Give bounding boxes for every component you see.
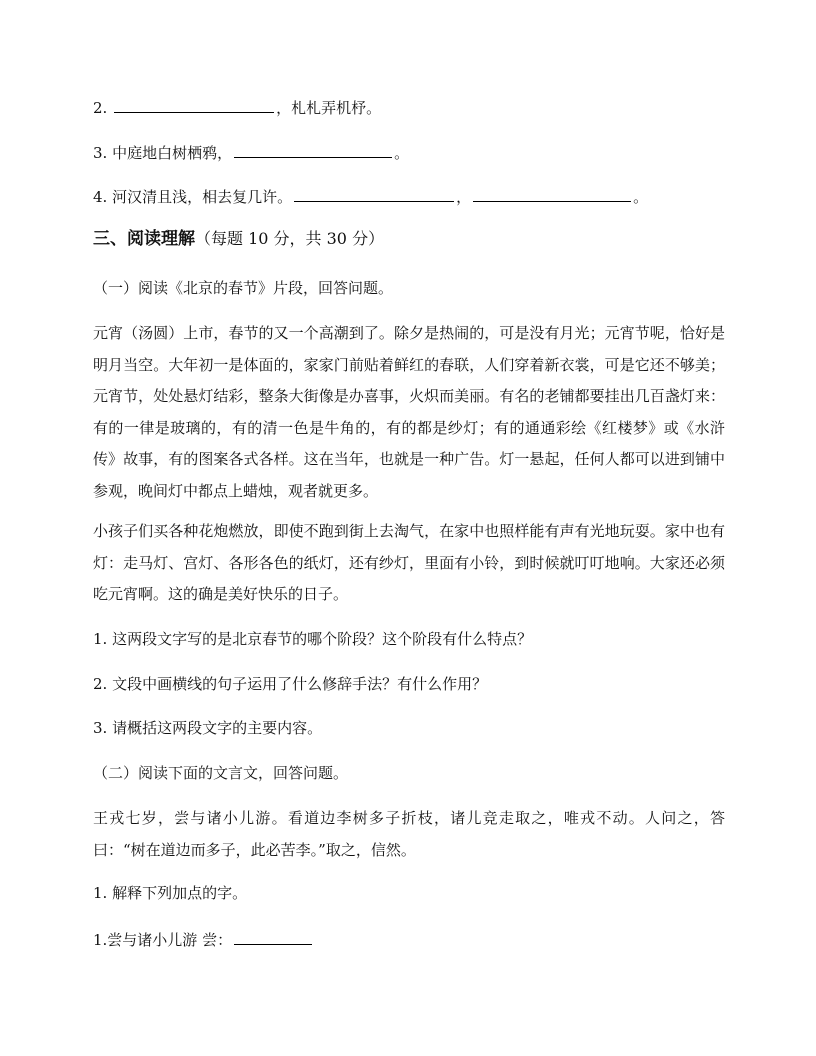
part-2-intro: （二）阅读下面的文言文，回答问题。 (93, 764, 349, 782)
passage-paragraph-2: 小孩子们买各种花炮燃放，即使不跑到街上去淘气，在家中也照样能有声有光地玩耍。家中也有灯：走马灯、宫灯、各形各色的纸灯，还有纱灯，里面有小铃，到时候就叮叮地响。大家还必须吃元宵啊。这的确是美好快乐的日子。 (93, 522, 725, 603)
classical-question-1: 1. 解释下列加点的字。 (93, 884, 248, 902)
item-text: 1.尝与诸小儿游 尝： (93, 931, 233, 949)
answer-blank[interactable] (234, 141, 392, 158)
reading-question-2: 2. 文段中画横线的句子运用了什么修辞手法？有什么作用？ (93, 675, 488, 693)
question-2-text: ，札札弄机杼。 (276, 99, 382, 117)
question-4-text: 4. 河汉清且浅，相去复几许。 (93, 188, 293, 206)
classical-passage: 王戎七岁，尝与诸小儿游。看道边李树多子折枝，诸儿竞走取之，唯戎不动。人问之，答曰：“树在道边而多子，此必苦李。”取之，信然。 (93, 809, 725, 859)
question-4-separator: ， (456, 188, 472, 206)
answer-blank[interactable] (114, 96, 274, 113)
section-heading (93, 229, 384, 249)
answer-blank[interactable] (294, 185, 454, 202)
question-2-number: 2. (93, 99, 108, 117)
answer-blank[interactable] (473, 185, 631, 202)
reading-question-3: 3. 请概括这两段文字的主要内容。 (93, 719, 323, 737)
part-1-intro: （一）阅读《北京的春节》片段，回答问题。 (93, 279, 394, 297)
fill-in-question-3 (93, 141, 409, 163)
passage-paragraph-1: 元宵（汤圆）上市，春节的又一个高潮到了。除夕是热闹的，可是没有月光；元宵节呢，恰好是明月当空。大年初一是体面的，家家门前贴着鲜红的春联，人们穿着新衣裳，可是它还不够美；元宵节，处处悬灯结彩，整条大街像是办喜事，火炽而美丽。有名的老铺都要挂出几百盏灯来：有的一律是玻璃的，有的清一色是牛角的，有的都是纱灯；有的通通彩绘《红楼梦》或《水浒传》故事，有的图案各式各样。这在当年，也就是一种广告。灯一悬起，任何人都可以进到铺中参观，晚间灯中都点上蜡烛，观者就更多。 (93, 324, 725, 500)
section-scoring-note: （每题 10 分，共 30 分） (195, 229, 385, 248)
answer-blank[interactable] (234, 928, 312, 945)
fill-in-question-2 (93, 96, 381, 118)
question-3-end: 。 (394, 144, 410, 162)
classical-question-1-item (93, 928, 314, 950)
fill-in-question-4 (93, 185, 648, 207)
reading-question-1: 1. 这两段文字写的是北京春节的哪个阶段？这个阶段有什么特点？ (93, 630, 533, 648)
question-4-end: 。 (633, 188, 649, 206)
section-title: 三、阅读理解 (93, 229, 195, 249)
question-3-text: 3. 中庭地白树栖鸦， (93, 144, 233, 162)
